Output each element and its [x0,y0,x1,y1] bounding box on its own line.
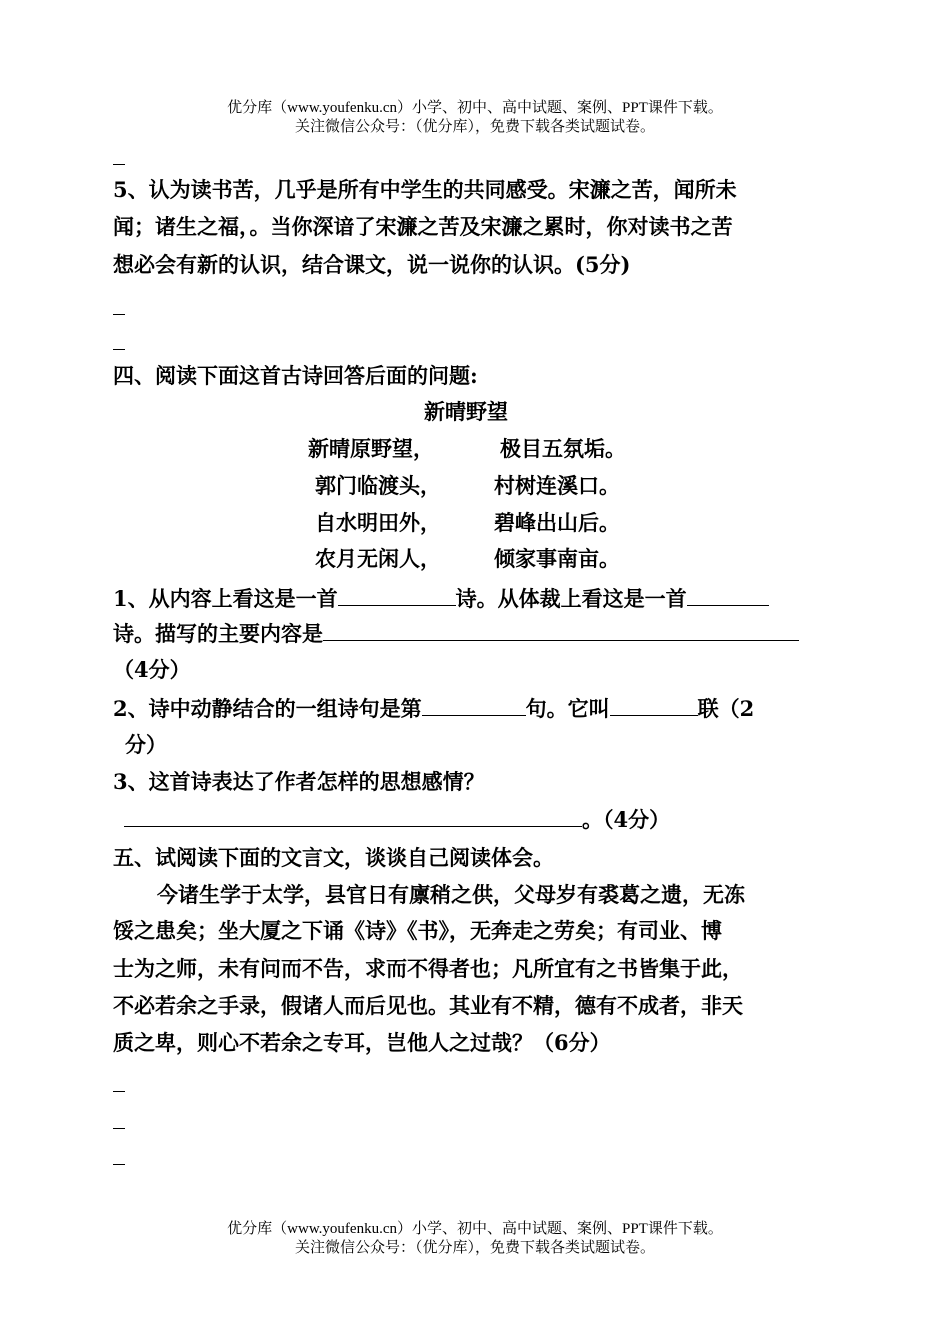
section-5-heading: 五、试阅读下面的文言文，谈谈自己阅读体会。 [113,845,554,870]
q1-line-1 [113,583,769,614]
answer-dash [113,164,125,165]
q3-score: 。（4分） [582,807,671,832]
poem-line-right: 村树连溪口。 [494,473,620,498]
footer-line-2: 关注微信公众号：（优分库），免费下载各类试题试卷。 [294,1240,655,1256]
header-line-1: 优分库（www.youfenku.cn）小学、初中、高中试题、案例、PPT课件下载。 [227,100,723,116]
q1-text-a: 1、从内容上看这是一首 [113,586,338,611]
q3-line: 3、这首诗表达了作者怎样的思想感情？ [113,769,485,794]
q1-text-b: 诗。从体裁上看这是一首 [455,586,687,611]
poem-line-left: 郭门临渡头， [315,473,441,498]
q3-answer-line [124,804,670,835]
q2-text-a: 2、诗中动静结合的一组诗句是第 [113,696,422,721]
q2-text-b: 句。它叫 [525,696,610,721]
poem-line-left: 农月无闲人， [315,546,441,571]
answer-dash [113,314,125,315]
poem-line-right: 碧峰出山后。 [494,510,620,535]
footer-line-1: 优分库（www.youfenku.cn）小学、初中、高中试题、案例、PPT课件下载。 [227,1221,723,1237]
q5-line-3: 想必会有新的认识，结合课文，说一说你的认识。(5分) [113,252,631,277]
poem-line-right: 极目五氛垢。 [500,436,626,461]
classical-text-line: 士为之师，未有问而不告，求而不得者也；凡所宜有之书皆集于此， [113,956,743,981]
header-line-2: 关注微信公众号：（优分库），免费下载各类试题试卷。 [294,119,655,135]
q2-line-1 [113,693,754,724]
classical-text-line: 质之卑，则心不若余之专耳，岂他人之过哉？（6分） [113,1030,611,1055]
answer-dash [113,1164,125,1165]
poem-title: 新晴野望 [424,399,508,424]
q1-blank-content-type[interactable] [338,583,456,606]
q2-score: 分） [125,732,167,757]
classical-text-line: 不必若余之手录，假诸人而后见也。其业有不精，德有不成者，非天 [113,993,743,1018]
q5-line-2: 闻；诸生之福，。当你深谙了宋濂之苦及宋濂之累时，你对读书之苦 [113,214,733,239]
poem-line-left: 新晴原野望， [308,436,434,461]
q3-blank-answer[interactable] [124,804,582,827]
answer-dash [113,1128,125,1129]
q2-blank-sentence[interactable] [422,693,526,716]
poem-line-left: 自水明田外， [315,510,441,535]
answer-dash [113,1091,125,1092]
q2-text-c: 联（2 [697,696,755,721]
q1-line-2 [113,618,799,649]
answer-dash [113,349,125,350]
q2-blank-couplet[interactable] [610,693,698,716]
q1-text-c: 诗。描写的主要内容是 [113,621,323,646]
poem-line-right: 倾家事南亩。 [494,546,620,571]
q1-score: （4分） [113,657,191,682]
q1-blank-main-content[interactable] [323,618,799,641]
section-4-heading: 四、阅读下面这首古诗回答后面的问题: [113,363,478,388]
classical-text-line: 今诸生学于太学，县官日有廪稍之供，父母岁有裘葛之遗，无冻 [157,882,745,907]
classical-text-line: 馁之患矣；坐大厦之下诵《诗》《书》，无奔走之劳矣；有司业、博 [113,918,722,943]
q1-blank-form-type[interactable] [687,583,769,606]
q5-line-1: 5、认为读书苦，几乎是所有中学生的共同感受。宋濂之苦，闻所未 [113,177,737,202]
